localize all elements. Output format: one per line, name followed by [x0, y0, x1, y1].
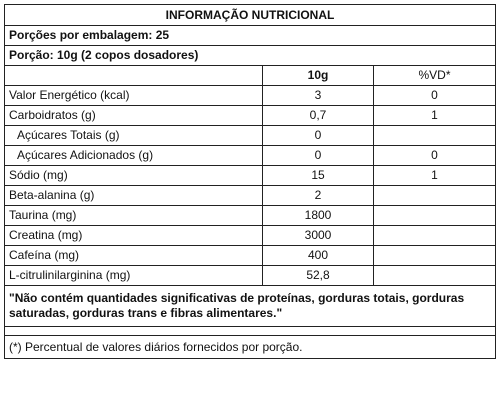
table-row: [5, 186, 496, 206]
table-row: [5, 246, 496, 266]
table-row: [5, 266, 496, 286]
row-dv: 1: [374, 166, 496, 186]
row-amount: 0: [263, 126, 374, 146]
row-dv: 0: [374, 146, 496, 166]
table-row: [5, 166, 496, 186]
row-dv: 0: [374, 86, 496, 106]
row-dv: [374, 266, 496, 286]
table-row: [5, 226, 496, 246]
nutrition-facts-panel: [4, 4, 495, 359]
row-dv: [374, 226, 496, 246]
nutrition-table: [4, 4, 496, 359]
row-label: Carboidratos (g): [5, 106, 263, 126]
table-row: [5, 86, 496, 106]
row-label: Creatina (mg): [5, 226, 263, 246]
row-amount: 3: [263, 86, 374, 106]
row-dv: 1: [374, 106, 496, 126]
row-dv: [374, 246, 496, 266]
row-label: Açúcares Totais (g): [5, 126, 263, 146]
row-label: Valor Energético (kcal): [5, 86, 263, 106]
table-row: [5, 126, 496, 146]
table-row: [5, 206, 496, 226]
header-blank: [5, 66, 263, 86]
row-dv: [374, 206, 496, 226]
row-amount: 0,7: [263, 106, 374, 126]
header-amount: 10g: [263, 66, 374, 86]
table-row: [5, 106, 496, 126]
serving-size: Porção: 10g (2 copos dosadores): [5, 46, 496, 66]
row-amount: 15: [263, 166, 374, 186]
row-label: Sódio (mg): [5, 166, 263, 186]
row-amount: 400: [263, 246, 374, 266]
row-amount: 2: [263, 186, 374, 206]
no-significant-amounts-note: "Não contém quantidades significativas de proteínas, gorduras totais, gorduras saturadas, gorduras trans e fibras alimentares.": [5, 286, 496, 327]
row-amount: 52,8: [263, 266, 374, 286]
spacer: [5, 327, 496, 336]
row-amount: 1800: [263, 206, 374, 226]
servings-per-package: Porções por embalagem: 25: [5, 26, 496, 46]
table-row: [5, 146, 496, 166]
row-amount: 0: [263, 146, 374, 166]
row-dv: [374, 126, 496, 146]
row-label: Beta-alanina (g): [5, 186, 263, 206]
row-label: L-citrulinilarginina (mg): [5, 266, 263, 286]
row-amount: 3000: [263, 226, 374, 246]
row-label: Açúcares Adicionados (g): [5, 146, 263, 166]
row-dv: [374, 186, 496, 206]
table-title: INFORMAÇÃO NUTRICIONAL: [5, 5, 496, 26]
row-label: Taurina (mg): [5, 206, 263, 226]
dv-footnote: (*) Percentual de valores diários fornecidos por porção.: [5, 336, 496, 359]
header-dv: %VD*: [374, 66, 496, 86]
row-label: Cafeína (mg): [5, 246, 263, 266]
